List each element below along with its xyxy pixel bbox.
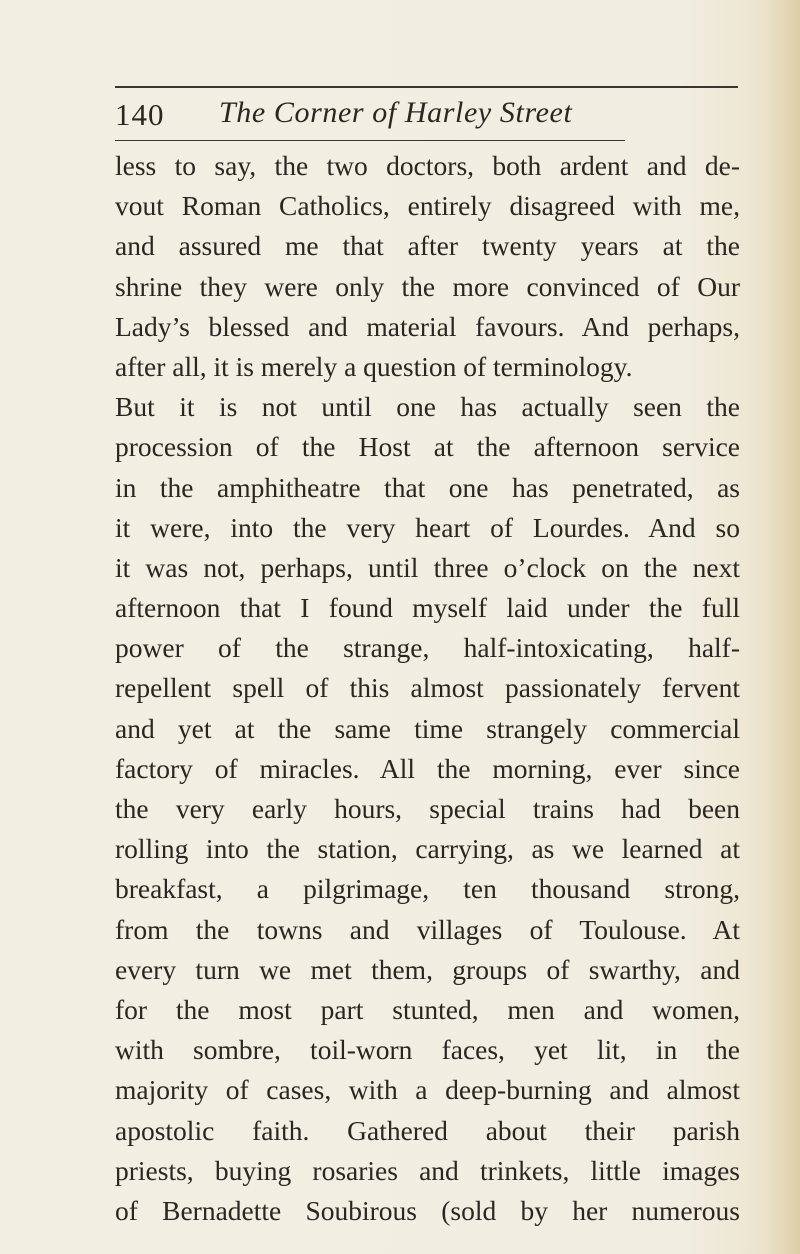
text-line: it were, into the very heart of Lourdes. And so <box>115 511 740 543</box>
text-line: of Bernadette Soubirous (sold by her numerous <box>115 1194 740 1226</box>
text-line: shrine they were only the more convinced of Our <box>115 270 740 302</box>
text-line: Lady’s blessed and material favours. And perhaps, <box>115 310 740 342</box>
text-line: with sombre, toil-worn faces, yet lit, in the <box>115 1034 740 1066</box>
text-line: and assured me that after twenty years at the <box>115 230 740 262</box>
body-text <box>115 146 740 1231</box>
page-edge-shadow <box>766 0 800 1254</box>
text-line: after all, it is merely a question of terminology. <box>115 350 633 382</box>
text-line: every turn we met them, groups of swarthy, and <box>115 953 740 985</box>
text-line: the very early hours, special trains had been <box>115 793 740 824</box>
header-rule-bottom <box>115 140 625 141</box>
text-line: rolling into the station, carrying, as we learned at <box>115 833 740 865</box>
text-line: and yet at the same time strangely commercial <box>115 712 740 744</box>
text-line: afternoon that I found myself laid under the full <box>115 592 740 624</box>
text-line: in the amphitheatre that one has penetrated, as <box>115 471 740 503</box>
text-line: apostolic faith. Gathered about their parish <box>115 1114 740 1146</box>
text-line: procession of the Host at the afternoon service <box>115 431 740 463</box>
text-line: vout Roman Catholics, entirely disagreed with me, <box>115 190 740 222</box>
text-line: repellent spell of this almost passionately fervent <box>115 672 740 704</box>
text-line: factory of miracles. All the morning, ever since <box>115 752 740 784</box>
text-line: majority of cases, with a deep-burning and almost <box>115 1074 740 1106</box>
running-header <box>115 91 738 135</box>
text-line: from the towns and villages of Toulouse. At <box>115 913 740 945</box>
text-line: for the most part stunted, men and women, <box>115 993 740 1025</box>
text-line: less to say, the two doctors, both ardent and de- <box>115 150 740 181</box>
running-title: The Corner of Harley Street <box>219 96 573 129</box>
text-line: it was not, perhaps, until three o’clock on the next <box>115 551 740 583</box>
header-rule-top <box>115 86 738 88</box>
text-line: power of the strange, half-intoxicating, half- <box>115 632 740 664</box>
text-line: priests, buying rosaries and trinkets, little images <box>115 1154 740 1186</box>
text-line: But it is not until one has actually seen the <box>115 391 740 423</box>
text-line: breakfast, a pilgrimage, ten thousand strong, <box>115 873 740 905</box>
page-number: 140 <box>115 97 165 132</box>
